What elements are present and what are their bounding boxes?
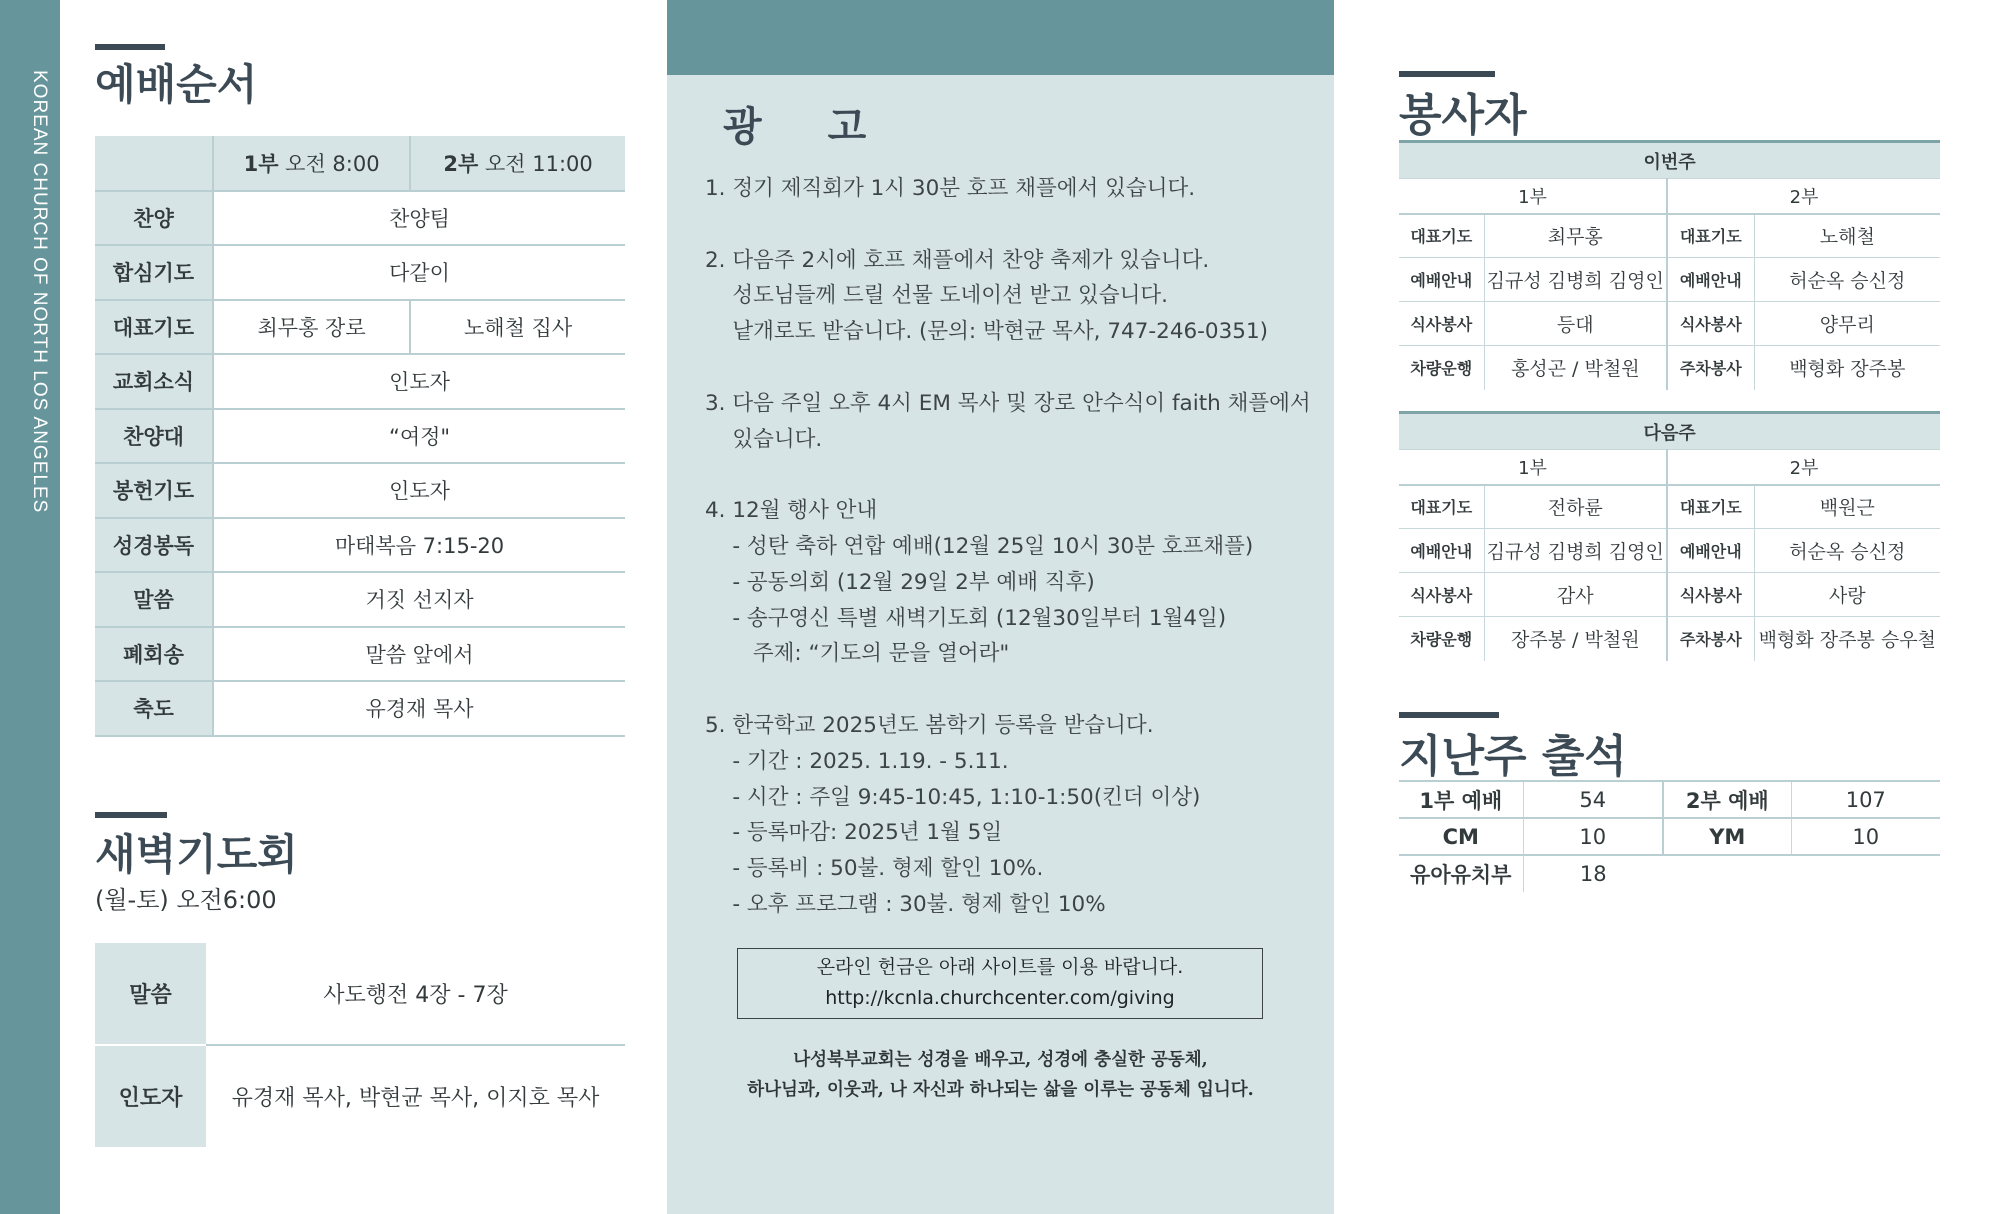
announcement-line: - 공동의회 (12월 29일 2부 예배 직후) (705, 569, 1095, 595)
worship-row-value: 유경재 목사 (213, 681, 625, 736)
service2-label: 2부 (1667, 450, 1940, 485)
announcements-list (705, 171, 1325, 923)
worship-row-label: 찬양 (95, 191, 213, 246)
attendance-count: 10 (1791, 818, 1940, 855)
worship-row (95, 191, 625, 246)
this-week-header: 이번주 (1399, 142, 1940, 179)
announcement-line: - 시간 : 주일 9:45-10:45, 1:10-1:50(킨더 이상) (705, 784, 1201, 810)
worship-row (95, 354, 625, 409)
side-strip (0, 0, 60, 1214)
volunteer-row (1399, 485, 1940, 529)
dawn-row-label: 인도자 (95, 1045, 206, 1147)
giving-notice: 온라인 헌금은 아래 사이트를 이용 바랍니다. (816, 956, 1184, 978)
dawn-prayer-table (95, 943, 625, 1147)
announcement-spacer (705, 672, 1325, 708)
attendance-count: 10 (1523, 818, 1663, 855)
worship-row-label: 말씀 (95, 572, 213, 627)
attendance-empty (1663, 855, 1791, 892)
attendance-count: 54 (1523, 781, 1663, 818)
worship-row (95, 681, 625, 736)
duty-person: 백형화 장주봉 승우철 (1758, 629, 1936, 652)
duty-label: 예배안내 (1667, 529, 1754, 573)
service1-label: 1부 (243, 151, 279, 176)
duty-person: 홍성곤 / 박철원 (1484, 346, 1667, 390)
duty-person: 허순옥 승신정 (1754, 529, 1940, 573)
duty-person: 백형화 장주봉 (1789, 358, 1906, 381)
attendance-count: 107 (1791, 781, 1940, 818)
announcements-panel (667, 0, 1334, 1214)
worship-row-value: “여정" (213, 409, 625, 464)
service1-label: 1부 (1399, 179, 1667, 214)
duty-label: 예배안내 (1399, 258, 1484, 302)
duty-person: 백원근 (1754, 485, 1940, 529)
announcements-top-band (667, 0, 1334, 75)
worship-row-label: 합심기도 (95, 245, 213, 300)
duty-label: 차량운행 (1399, 617, 1484, 661)
worship-row (95, 245, 625, 300)
worship-row (95, 409, 625, 464)
duty-person: 노해철 (1754, 214, 1940, 258)
service1-header (213, 136, 410, 191)
worship-row-label: 축도 (95, 681, 213, 736)
worship-row-value-2: 노해철 집사 (410, 300, 625, 355)
worship-row (95, 572, 625, 627)
announcement-line: 4. 12월 행사 안내 (705, 498, 878, 524)
duty-person: 사랑 (1754, 573, 1940, 617)
dawn-row-value: 유경재 목사, 박현균 목사, 이지호 목사 (231, 1086, 600, 1111)
duty-label: 식사봉사 (1399, 573, 1484, 617)
next-week-service-row (1399, 450, 1940, 485)
duty-person: 등대 (1484, 302, 1667, 346)
volunteer-row (1399, 617, 1940, 661)
volunteer-row (1399, 346, 1940, 390)
volunteer-row (1399, 529, 1940, 573)
service2-header (410, 136, 625, 191)
worship-row-value: 인도자 (213, 463, 625, 518)
volunteers-accent-bar (1399, 71, 1495, 77)
announcement-line: - 기간 : 2025. 1.19. - 5.11. (705, 748, 1009, 774)
this-week-service-row (1399, 179, 1940, 214)
duty-label: 주차봉사 (1667, 346, 1754, 390)
worship-row-value: 말씀 앞에서 (213, 627, 625, 682)
worship-title: 예배순서 (95, 60, 258, 109)
worship-row (95, 300, 625, 355)
duty-label: 식사봉사 (1399, 302, 1484, 346)
volunteer-row (1399, 573, 1940, 617)
volunteer-row (1399, 258, 1940, 302)
attendance-row (1399, 855, 1940, 892)
volunteer-row (1399, 302, 1940, 346)
duty-person: 김규성 김병희 김영인 (1484, 258, 1667, 302)
duty-label: 예배안내 (1399, 529, 1484, 573)
next-week-header-row (1399, 413, 1940, 450)
worship-row-value: 마태복음 7:15-20 (213, 518, 625, 573)
attendance-label: CM (1399, 818, 1523, 855)
attendance-empty (1791, 855, 1940, 892)
worship-row-label: 교회소식 (95, 354, 213, 409)
service1-label: 1부 (1399, 450, 1667, 485)
motto-line: 하나님과, 이웃과, 나 자신과 하나되는 삶을 이루는 공동체 입니다. (747, 1080, 1254, 1100)
worship-row-label: 대표기도 (95, 300, 213, 355)
worship-row-label: 봉헌기도 (95, 463, 213, 518)
next-week-header: 다음주 (1399, 413, 1940, 450)
dawn-prayer-title: 새벽기도회 (95, 830, 298, 879)
announcement-spacer (705, 207, 1325, 243)
attendance-label: 유아유치부 (1399, 855, 1523, 892)
service1-time: 오전 8:00 (285, 151, 380, 176)
announcement-line: 2. 다음주 2시에 호프 채플에서 찬양 축제가 있습니다. (705, 247, 1210, 273)
dawn-row-value: 사도행전 4장 - 7장 (206, 943, 625, 1045)
duty-label: 주차봉사 (1667, 617, 1754, 661)
worship-accent-bar (95, 44, 165, 50)
announcements-title: 광 고 (723, 103, 893, 150)
attendance-count: 18 (1579, 862, 1607, 886)
duty-person: 감사 (1484, 573, 1667, 617)
church-motto (667, 1045, 1334, 1105)
duty-person: 전하륜 (1484, 485, 1667, 529)
worship-row-value-1: 최무홍 장로 (213, 300, 410, 355)
attendance-table (1399, 780, 1940, 892)
dawn-row-label: 말씀 (95, 943, 206, 1045)
attendance-row (1399, 781, 1940, 818)
service2-time: 오전 11:00 (484, 151, 593, 176)
duty-person: 장주봉 / 박철원 (1484, 617, 1667, 661)
service2-label: 2부 (1667, 179, 1940, 214)
duty-label: 식사봉사 (1667, 302, 1754, 346)
duty-label: 대표기도 (1667, 485, 1754, 529)
announcement-line: 주제: “기도의 문을 열어라" (705, 641, 1010, 667)
duty-label: 대표기도 (1667, 214, 1754, 258)
motto-line: 나성북부교회는 성경을 배우고, 성경에 충실한 공동체, (793, 1050, 1208, 1070)
announcement-line: - 송구영신 특별 새벽기도회 (12월30일부터 1월4일) (705, 605, 1227, 631)
volunteer-row (1399, 214, 1940, 258)
announcement-line: 1. 정기 제직회가 1시 30분 호프 채플에서 있습니다. (705, 176, 1196, 201)
giving-link[interactable]: http://kcnla.churchcenter.com/giving (825, 987, 1175, 1009)
announcement-spacer (705, 350, 1325, 386)
worship-row (95, 463, 625, 518)
duty-person: 최무홍 (1484, 214, 1667, 258)
announcement-line: - 성탄 축하 연합 예배(12월 25일 10시 30분 호프채플) (705, 533, 1254, 559)
worship-header-corner (95, 136, 213, 191)
worship-header-row (95, 136, 625, 191)
worship-row-label: 찬양대 (95, 409, 213, 464)
worship-row-value: 찬양팀 (213, 191, 625, 246)
announcement-line: 5. 한국학교 2025년도 봄학기 등록을 받습니다. (705, 712, 1154, 738)
online-giving-box (737, 948, 1263, 1019)
worship-row-label: 폐회송 (95, 627, 213, 682)
duty-person: 양무리 (1754, 302, 1940, 346)
attendance-label: YM (1663, 818, 1791, 855)
volunteers-next-week-table (1399, 411, 1940, 661)
dawn-row (95, 1045, 625, 1147)
attendance-title: 지난주 출석 (1399, 731, 1627, 782)
duty-label: 차량운행 (1399, 346, 1484, 390)
duty-label: 식사봉사 (1667, 573, 1754, 617)
announcement-line: 있습니다. (705, 426, 823, 452)
announcement-line: 낱개로도 받습니다. (문의: 박현균 목사, 747-246-0351) (705, 319, 1269, 345)
this-week-header-row (1399, 142, 1940, 179)
dawn-row (95, 943, 625, 1045)
worship-row-value: 거짓 선지자 (213, 572, 625, 627)
duty-label: 대표기도 (1399, 214, 1484, 258)
attendance-label: 2부 예배 (1663, 781, 1791, 818)
announcement-line: 성도님들께 드릴 선물 도네이션 받고 있습니다. (705, 283, 1168, 309)
announcement-line: 3. 다음 주일 오후 4시 EM 목사 및 장로 안수식이 faith 채플에서 (705, 390, 1311, 416)
duty-person: 김규성 김병희 김영인 (1484, 529, 1667, 573)
volunteers-this-week-table (1399, 140, 1940, 390)
announcement-line: - 오후 프로그램 : 30불. 형제 할인 10% (705, 891, 1106, 917)
worship-row (95, 627, 625, 682)
duty-label: 예배안내 (1667, 258, 1754, 302)
duty-label: 대표기도 (1399, 485, 1484, 529)
service2-label: 2부 (443, 151, 479, 176)
volunteers-title: 봉사자 (1399, 90, 1527, 141)
worship-row-label: 성경봉독 (95, 518, 213, 573)
attendance-row (1399, 818, 1940, 855)
worship-row-value: 인도자 (213, 354, 625, 409)
worship-row-value: 다같이 (213, 245, 625, 300)
dawn-prayer-schedule: (월-토) 오전6:00 (95, 886, 277, 914)
announcement-line: - 등록마감: 2025년 1월 5일 (705, 820, 1003, 846)
attendance-label: 1부 예배 (1399, 781, 1523, 818)
worship-order-table (95, 136, 625, 737)
dawn-accent-bar (95, 812, 167, 818)
announcement-spacer (705, 457, 1325, 493)
worship-row (95, 518, 625, 573)
attendance-accent-bar (1399, 712, 1499, 718)
church-name-vertical: KOREAN CHURCH OF NORTH LOS ANGELES (29, 70, 50, 514)
duty-person: 허순옥 승신정 (1754, 258, 1940, 302)
announcement-line: - 등록비 : 50불. 형제 할인 10%. (705, 856, 1044, 882)
